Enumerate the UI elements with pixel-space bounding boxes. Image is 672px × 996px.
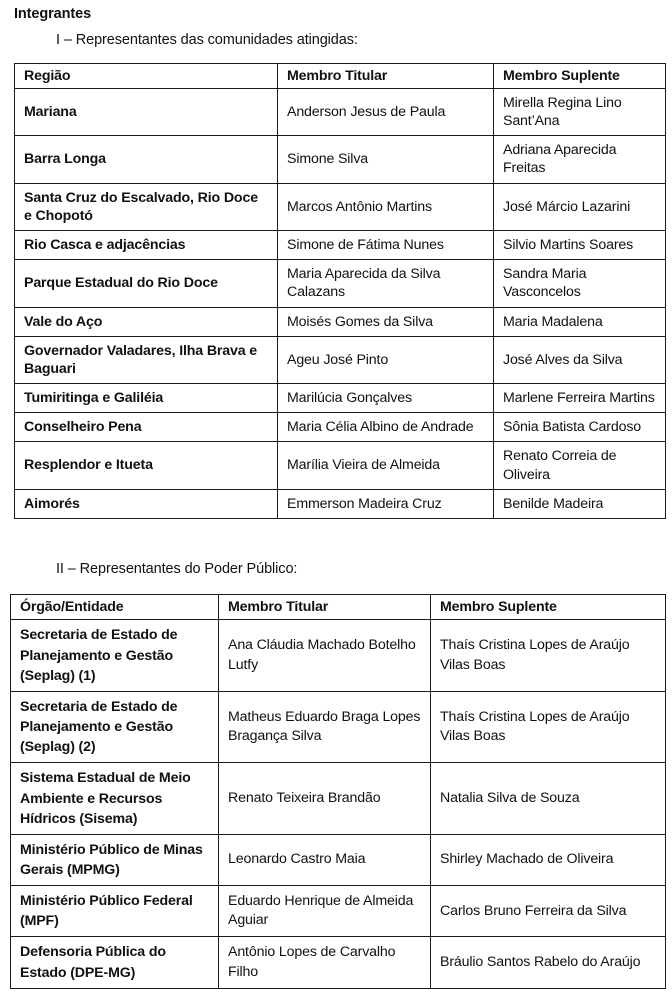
section-heading-two: II – Representantes do Poder Público: — [56, 560, 298, 577]
table-row — [15, 260, 666, 307]
cell-suplente: Renato Correia de Oliveira — [494, 442, 666, 489]
cell-titular: Marília Vieira de Almeida — [278, 442, 494, 489]
cell-titular: Renato Teixeira Brandão — [219, 763, 431, 834]
section-spacer — [0, 519, 672, 552]
cell-regiao: Mariana — [15, 88, 278, 135]
cell-orgao: Sistema Estadual de Meio Ambiente e Recursos Hídricos (Sisema) — [11, 763, 219, 834]
communities-table-wrapper — [14, 63, 672, 519]
cell-suplente: Sônia Batista Cardoso — [494, 413, 666, 442]
table-header-row — [11, 595, 666, 620]
table-row — [15, 413, 666, 442]
cell-suplente: José Alves da Silva — [494, 336, 666, 383]
column-header-membro-suplente: Membro Suplente — [431, 595, 666, 620]
page-title: Integrantes — [14, 6, 92, 22]
cell-titular: Antônio Lopes de Carvalho Filho — [219, 937, 431, 988]
table-row — [11, 763, 666, 834]
cell-regiao: Vale do Aço — [15, 307, 278, 336]
table-row — [15, 136, 666, 183]
cell-titular: Moisés Gomes da Silva — [278, 307, 494, 336]
cell-titular: Ageu José Pinto — [278, 336, 494, 383]
column-header-membro-suplente: Membro Suplente — [494, 63, 666, 88]
table-row — [15, 230, 666, 259]
column-header-orgao-entidade: Órgão/Entidade — [11, 595, 219, 620]
cell-suplente: José Márcio Lazarini — [494, 183, 666, 230]
cell-regiao: Resplendor e Itueta — [15, 442, 278, 489]
cell-regiao: Rio Casca e adjacências — [15, 230, 278, 259]
cell-suplente: Marlene Ferreira Martins — [494, 384, 666, 413]
column-header-membro-titular: Membro Titular — [278, 63, 494, 88]
cell-orgao: Secretaria de Estado de Planejamento e Gestão (Seplag) (2) — [11, 691, 219, 762]
communities-table-body — [15, 88, 666, 518]
cell-suplente: Thaís Cristina Lopes de Araújo Vilas Boas — [431, 620, 666, 691]
cell-suplente: Maria Madalena — [494, 307, 666, 336]
table-row — [11, 620, 666, 691]
public-power-table — [10, 594, 666, 989]
column-header-membro-titular: Membro Titular — [219, 595, 431, 620]
cell-titular: Simone de Fátima Nunes — [278, 230, 494, 259]
cell-suplente: Shirley Machado de Oliveira — [431, 834, 666, 885]
table-row — [11, 937, 666, 988]
cell-suplente: Sandra Maria Vasconcelos — [494, 260, 666, 307]
table-row — [15, 489, 666, 518]
cell-suplente: Silvio Martins Soares — [494, 230, 666, 259]
cell-regiao: Barra Longa — [15, 136, 278, 183]
cell-regiao: Governador Valadares, Ilha Brava e Baguari — [15, 336, 278, 383]
cell-suplente: Adriana Aparecida Freitas — [494, 136, 666, 183]
table-row — [15, 88, 666, 135]
cell-titular: Matheus Eduardo Braga Lopes Bragança Silva — [219, 691, 431, 762]
cell-regiao: Conselheiro Pena — [15, 413, 278, 442]
cell-suplente: Thaís Cristina Lopes de Araújo Vilas Boas — [431, 691, 666, 762]
table-header-row — [15, 63, 666, 88]
cell-regiao: Tumiritinga e Galiléia — [15, 384, 278, 413]
table-row — [15, 442, 666, 489]
cell-titular: Leonardo Castro Maia — [219, 834, 431, 885]
table-row — [15, 183, 666, 230]
cell-orgao: Secretaria de Estado de Planejamento e Gestão (Seplag) (1) — [11, 620, 219, 691]
table-row — [15, 336, 666, 383]
cell-suplente: Mirella Regina Lino Sant’Ana — [494, 88, 666, 135]
table-row — [11, 834, 666, 885]
cell-titular: Anderson Jesus de Paula — [278, 88, 494, 135]
cell-titular: Marcos Antônio Martins — [278, 183, 494, 230]
communities-table — [14, 63, 666, 519]
cell-titular: Simone Silva — [278, 136, 494, 183]
public-power-table-body — [11, 620, 666, 988]
table-row — [15, 307, 666, 336]
table-row — [11, 886, 666, 937]
cell-titular: Ana Cláudia Machado Botelho Lutfy — [219, 620, 431, 691]
document-page — [0, 6, 672, 996]
cell-regiao: Aimorés — [15, 489, 278, 518]
cell-titular: Emmerson Madeira Cruz — [278, 489, 494, 518]
cell-titular: Maria Aparecida da Silva Calazans — [278, 260, 494, 307]
cell-titular: Eduardo Henrique de Almeida Aguiar — [219, 886, 431, 937]
table-row — [15, 384, 666, 413]
cell-suplente: Benilde Madeira — [494, 489, 666, 518]
cell-titular: Marilúcia Gonçalves — [278, 384, 494, 413]
section-heading-one: I – Representantes das comunidades atingidas: — [56, 32, 358, 49]
cell-regiao: Santa Cruz do Escalvado, Rio Doce e Chopotó — [15, 183, 278, 230]
cell-titular: Maria Célia Albino de Andrade — [278, 413, 494, 442]
public-power-table-wrapper — [10, 594, 672, 989]
cell-orgao: Defensoria Pública do Estado (DPE-MG) — [11, 937, 219, 988]
column-header-regiao: Região — [15, 63, 278, 88]
table-row — [11, 691, 666, 762]
cell-regiao: Parque Estadual do Rio Doce — [15, 260, 278, 307]
cell-suplente: Natalia Silva de Souza — [431, 763, 666, 834]
cell-orgao: Ministério Público Federal (MPF) — [11, 886, 219, 937]
cell-suplente: Carlos Bruno Ferreira da Silva — [431, 886, 666, 937]
cell-orgao: Ministério Público de Minas Gerais (MPMG) — [11, 834, 219, 885]
cell-suplente: Bráulio Santos Rabelo do Araújo — [431, 937, 666, 988]
